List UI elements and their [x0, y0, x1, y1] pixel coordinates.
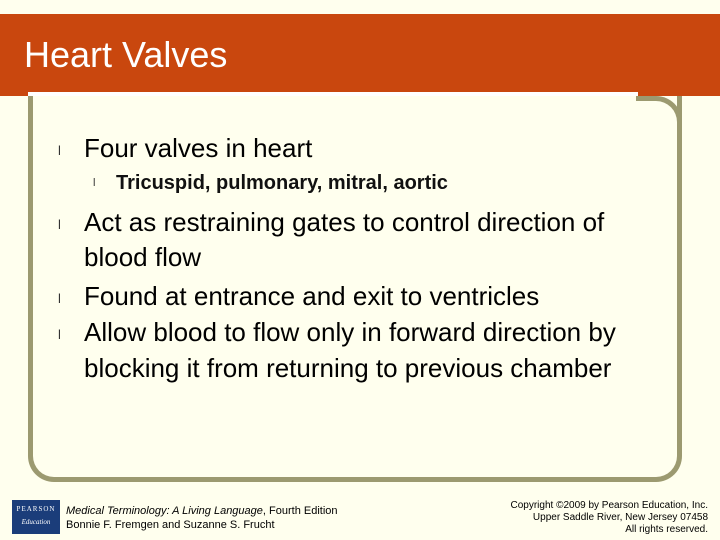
book-authors: Bonnie F. Fremgen and Suzanne S. Frucht — [66, 519, 275, 531]
bullet-text-cont: blocking it from returning to previous chamber — [84, 353, 612, 383]
bullet-text: Found at entrance and exit to ventricles — [84, 281, 540, 311]
bullet-text: Allow blood to flow only in forward direction by — [84, 317, 616, 347]
footer-copyright — [511, 500, 709, 536]
bullet-marker: l — [58, 217, 61, 232]
copyright-line: Copyright ©2009 by Pearson Education, Inc. — [510, 500, 708, 511]
bullet-text-cont: blood flow — [84, 242, 202, 272]
book-title: Medical Terminology: A Living Language — [66, 505, 263, 517]
bullet-marker: l — [58, 327, 61, 342]
copyright-address: Upper Saddle River, New Jersey 07458 — [532, 512, 708, 523]
copyright-rights: All rights reserved. — [625, 524, 708, 535]
bullet-marker: l — [58, 291, 61, 306]
logo-bottom-text: Education — [21, 518, 51, 526]
bullet-text: Four valves in heart — [84, 133, 313, 163]
slide-title: Heart Valves — [24, 34, 228, 75]
pearson-logo — [12, 500, 60, 534]
bullet-text: Act as restraining gates to control direction of — [84, 207, 605, 237]
bullet-marker: l — [58, 143, 61, 158]
sub-bullet-text: Tricuspid, pulmonary, mitral, aortic — [116, 172, 448, 194]
book-edition: , Fourth Edition — [262, 505, 338, 517]
logo-top-text: PEARSON — [16, 505, 56, 513]
footer-citation — [66, 504, 338, 532]
sub-bullet-marker: l — [93, 177, 96, 189]
